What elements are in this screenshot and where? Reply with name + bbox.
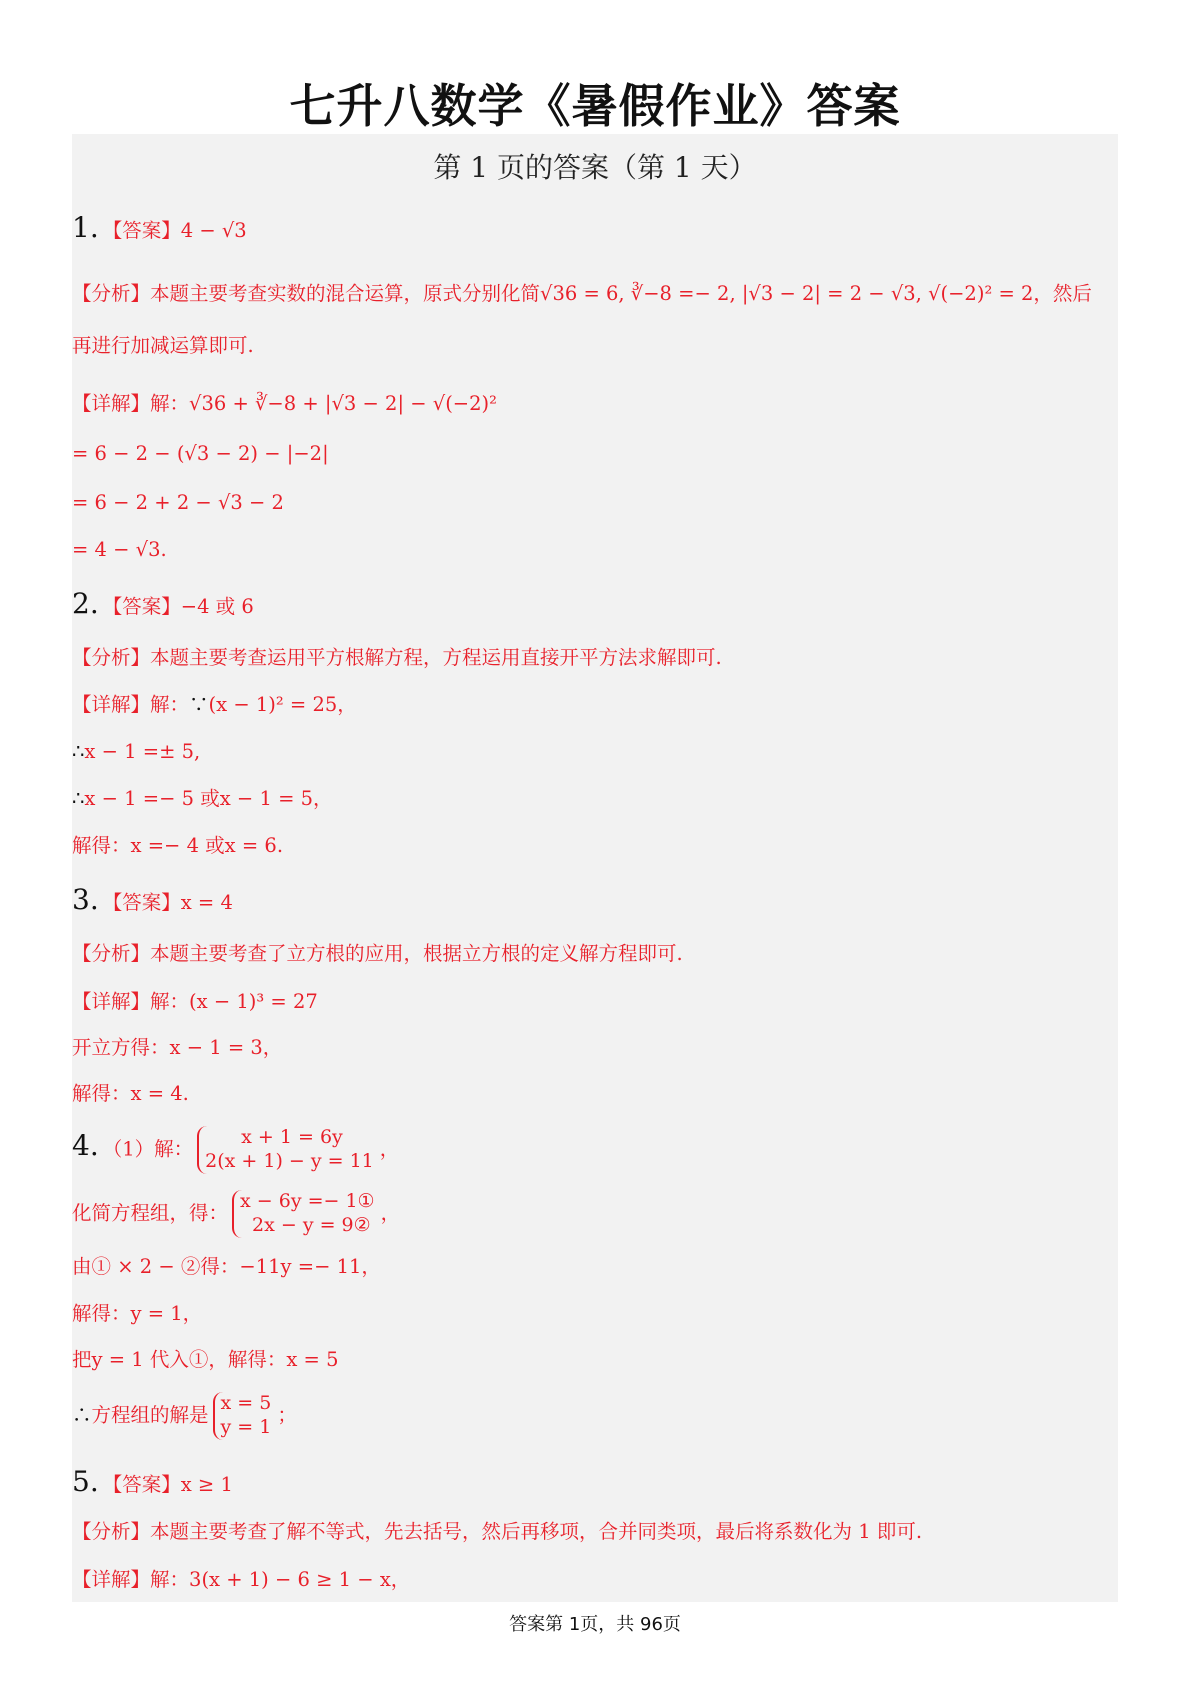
q2-analysis-tag: 【分析】 (72, 646, 151, 669)
system-equation: 2x − y = 9② (252, 1213, 371, 1236)
q2-answer: −4 或 6 (180, 595, 254, 618)
equation-system-brace (197, 1126, 380, 1174)
q3-step2: 解得：x = 4. (72, 1082, 189, 1105)
q5-detail-line (72, 1570, 410, 1590)
q2-step1-text: x − 1 =± 5, (84, 740, 201, 763)
q2-step3: 解得：x =− 4 或x = 6. (72, 834, 284, 857)
q1-detail-lead: 解： (150, 392, 190, 415)
q1-answer-line (72, 211, 247, 244)
section-heading: 第 1 页的答案（第 1 天） (433, 151, 757, 184)
q2-step1 (72, 742, 200, 762)
q4-number: 4. (72, 1129, 99, 1163)
therefore-symbol: ∴ (72, 740, 85, 763)
q5-analysis-line (72, 1522, 922, 1542)
punctuation: ， (380, 1201, 401, 1225)
q4-step3: 把y = 1 代入①，解得：x = 5 (72, 1348, 339, 1371)
q1-analysis-text1: 本题主要考查实数的混合运算，原式分别化简√36 = 6, ∛−8 =− 2, |√3 − 2| = 2 − √3, √(−2)² = 2，然后 (150, 282, 1092, 305)
solution-value: y = 1 (220, 1415, 272, 1438)
q5-answer-line (72, 1465, 233, 1498)
q1-analysis-tag: 【分析】 (72, 282, 151, 305)
q5-detail-lead: 解： (150, 1568, 190, 1591)
system-equation: 2(x + 1) − y = 11 (205, 1149, 374, 1172)
q5-analysis-text: 本题主要考查了解不等式，先去括号，然后再移项，合并同类项，最后将系数化为 1 即可. (150, 1520, 923, 1543)
equation-system-brace (213, 1392, 278, 1440)
q5-detail-tag: 【详解】 (72, 1568, 151, 1591)
q5-answer: x ≥ 1 (180, 1473, 233, 1496)
q2-detail-expr: (x − 1)² = 25， (208, 693, 357, 716)
q3-detail-expr: (x − 1)³ = 27 (189, 990, 318, 1013)
page-footer: 答案第 1页，共 96页 (509, 1614, 681, 1635)
q3-answer-tag: 【答案】 (102, 891, 181, 914)
q1-answer-tag: 【答案】 (102, 219, 181, 242)
q4-simplify-lead: 化简方程组，得： (72, 1201, 229, 1225)
q1-step2: = 6 − 2 + 2 − √3 − 2 (72, 491, 284, 514)
q3-analysis-tag: 【分析】 (72, 942, 151, 965)
q4-step1: 由① × 2 − ②得：−11y =− 11， (72, 1255, 381, 1278)
punctuation: ， (379, 1137, 400, 1161)
q5-answer-tag: 【答案】 (102, 1473, 181, 1496)
q1-step1: = 6 − 2 − (√3 − 2) − |−2| (72, 442, 329, 465)
q2-analysis-text: 本题主要考查运用平方根解方程，方程运用直接开平方法求解即可. (150, 646, 722, 669)
q5-number: 5. (72, 1465, 99, 1498)
q2-detail-line (72, 695, 357, 715)
q4-conclusion-lead: 方程组的解是 (91, 1403, 209, 1427)
q2-number: 2. (72, 587, 99, 620)
system-equation: x + 1 = 6y (241, 1126, 343, 1148)
q2-analysis-line (72, 648, 722, 668)
q2-detail-lead: 解： (150, 693, 190, 716)
q4-simplify-line (72, 1190, 400, 1238)
equation-system-brace (232, 1190, 381, 1238)
q3-detail-line (72, 992, 318, 1012)
q1-detail-expr: √36 + ∛−8 + |√3 − 2| − √(−2)² (189, 392, 497, 415)
q4-step2: 解得：y = 1， (72, 1302, 203, 1325)
q1-detail-tag: 【详解】 (72, 392, 151, 415)
q5-detail-expr: 3(x + 1) − 6 ≥ 1 − x， (189, 1568, 411, 1591)
q3-number: 3. (72, 883, 99, 916)
q3-step1: 开立方得：x − 1 = 3， (72, 1036, 283, 1059)
q1-step3: = 4 − √3. (72, 538, 167, 561)
q5-analysis-tag: 【分析】 (72, 1520, 151, 1543)
q3-answer-line (72, 883, 233, 916)
system-equation: x − 6y =− 1① (240, 1190, 375, 1212)
document-title: 七升八数学《暑假作业》答案 (289, 79, 901, 133)
q1-analysis-line2: 再进行加减运算即可. (72, 334, 254, 357)
q3-analysis-line (72, 944, 683, 964)
q2-detail-tag: 【详解】 (72, 693, 151, 716)
q2-answer-tag: 【答案】 (102, 595, 181, 618)
because-symbol: ∵ (189, 693, 209, 716)
q4-conclusion-line (72, 1392, 297, 1440)
q1-analysis-line1 (72, 284, 1092, 304)
q3-detail-lead: 解： (150, 990, 190, 1013)
q1-detail-line (72, 394, 497, 414)
q2-step2-text: x − 1 =− 5 或x − 1 = 5， (84, 787, 333, 810)
solution-value: x = 5 (220, 1392, 272, 1414)
therefore-symbol: ∴ (72, 787, 85, 810)
q3-detail-tag: 【详解】 (72, 990, 151, 1013)
q4-system-line (72, 1126, 399, 1174)
q2-step2 (72, 789, 333, 809)
q1-number: 1. (72, 211, 99, 244)
therefore-symbol: ∴ (72, 1403, 92, 1427)
q4-part-label: （1）解： (102, 1137, 194, 1161)
punctuation: ； (277, 1403, 297, 1427)
q2-answer-line (72, 587, 254, 620)
q1-answer: 4 − √3 (180, 219, 247, 242)
q3-analysis-text: 本题主要考查了立方根的应用，根据立方根的定义解方程即可. (150, 942, 683, 965)
q3-answer: x = 4 (180, 891, 233, 914)
